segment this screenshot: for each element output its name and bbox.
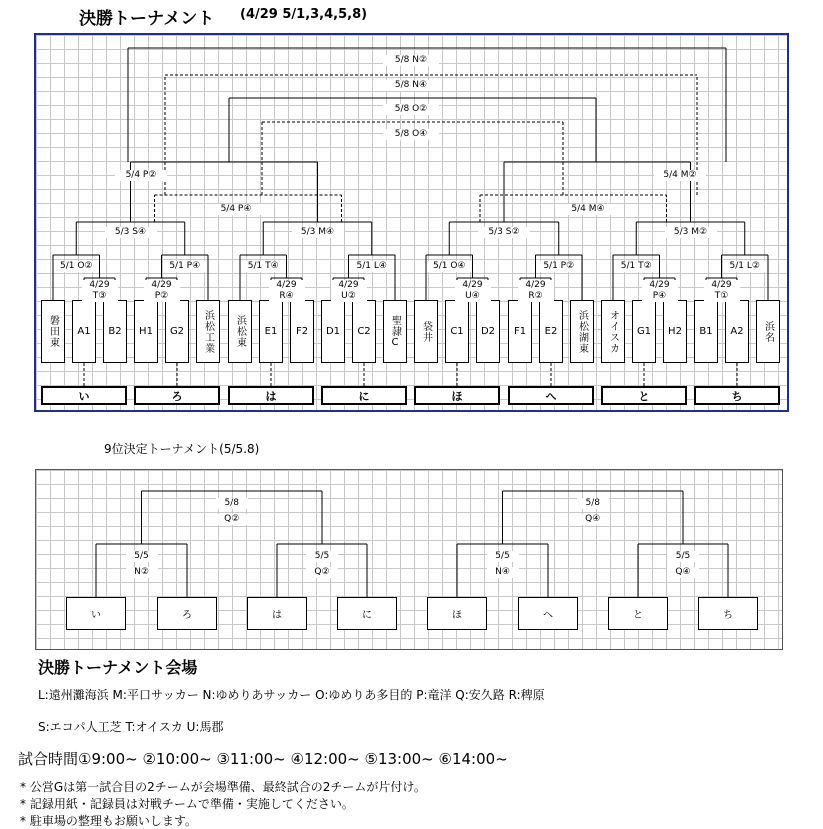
r0-venue: P④ [642,291,678,302]
ninth-team-label: へ [543,610,553,621]
r4-label: 5/8 N④ [383,80,439,91]
ninth-final-venue: Q④ [577,514,609,525]
r3-label: 5/4 P④ [210,204,262,215]
r1-label: 5/1 P② [537,261,581,272]
team-label: H2 [668,326,682,337]
r0-date: 4/29 [144,280,180,291]
r3-label: 5/4 P② [115,170,167,181]
ninth-semi-venue: Q④ [667,567,699,578]
r0-venue: R② [518,291,554,302]
team-label: 浜名 [762,320,774,343]
match-times: 試合時間①9:00~ ②10:00~ ③11:00~ ④12:00~ ⑤13:00~ ⑥14:00~ [18,750,508,768]
group-label: は [265,389,277,403]
team-label: F1 [513,326,527,337]
r0-date: 4/29 [269,280,305,291]
team-label: D1 [325,326,341,337]
group-label: に [358,389,370,403]
ninth-final-date: 5/8 [577,498,609,509]
team-label: G2 [169,326,185,337]
ninth-semi-date: 5/5 [667,551,699,562]
team-label: E1 [264,326,278,337]
ninth-final-date: 5/8 [216,498,248,509]
r4-label: 5/8 O② [383,104,439,115]
ninth-semi-venue: N② [126,567,158,578]
ninth-team-box [157,597,217,630]
ninth-team-box [698,597,758,630]
venue-title: 決勝トーナメント会場 [38,658,198,677]
ninth-team-label: ろ [182,610,192,621]
team-label: B1 [699,326,713,337]
team-label: C2 [357,326,371,337]
ninth-team-box [337,597,397,630]
team-label: 聖隷C [389,314,401,349]
r4-label: 5/8 O④ [383,129,439,140]
ninth-team-label: は [272,610,282,621]
page-title: 決勝トーナメント [79,9,215,29]
ninth-team-box [247,597,307,630]
group-label: ほ [451,389,463,403]
r0-date: 4/29 [455,280,491,291]
team-label: 浜松工業 [202,309,214,354]
ninth-team-box [608,597,668,630]
r2-label: 5/3 M④ [292,227,344,238]
team-label: C1 [450,326,464,337]
team-label: A2 [730,326,744,337]
team-label: オイスカ [607,309,619,354]
team-label: 浜松東 [234,315,246,348]
ninth-title: 9位決定トーナメント(5/5.8) [104,442,260,456]
team-label: F2 [295,326,309,337]
ninth-team-label: い [91,610,101,621]
r0-venue: T① [704,291,740,302]
ninth-team-label: に [362,610,372,621]
group-label: ち [731,389,743,403]
team-label: A1 [77,326,91,337]
r2-label: 5/3 M② [665,227,717,238]
group-label: と [638,389,650,403]
page-dates: (4/29 5/1,3,4,5,8) [240,7,368,22]
r1-label: 5/1 O② [54,261,98,272]
venue-list-1: L:遠州灘海浜 M:平口サッカー N:ゆめりあサッカー O:ゆめりあ多目的 P:竜洋 Q:安久路 R:稗原 [38,688,545,702]
r1-label: 5/1 P④ [163,261,207,272]
team-label: 袋井 [420,320,432,343]
r1-label: 5/1 T② [614,261,658,272]
r2-label: 5/3 S② [478,227,530,238]
ninth-team-label: と [633,610,643,621]
r1-label: 5/1 L④ [350,261,394,272]
r1-label: 5/1 T④ [241,261,285,272]
team-label: E2 [544,326,558,337]
ninth-final-venue: Q② [216,514,248,525]
r3-label: 5/4 M② [654,170,706,181]
note-1: * 公営Gは第一試合目の2チームが会場準備、最終試合の2チームが片付け。 [20,780,426,794]
group-label: い [78,389,90,403]
r0-venue: T③ [82,291,118,302]
r0-date: 4/29 [518,280,554,291]
team-label: 磐田東 [47,315,59,348]
r2-label: 5/3 S④ [105,227,157,238]
r0-date: 4/29 [704,280,740,291]
note-2: * 記録用紙・記録員は対戦チームで準備・実施してください。 [20,797,354,811]
ninth-team-box [66,597,126,630]
r4-label: 5/8 N② [383,55,439,66]
r0-date: 4/29 [331,280,367,291]
ninth-team-label: ほ [452,610,462,621]
r0-venue: U② [331,291,367,302]
r1-label: 5/1 O④ [427,261,471,272]
team-label: 浜松湖東 [576,309,588,354]
ninth-semi-venue: Q② [306,567,338,578]
r0-venue: U④ [455,291,491,302]
venue-list-2: S:エコパ人工芝 T:オイスカ U:馬郡 [38,720,224,734]
ninth-team-box [427,597,487,630]
team-label: D2 [480,326,496,337]
ninth-semi-date: 5/5 [126,551,158,562]
r0-venue: R④ [269,291,305,302]
r0-date: 4/29 [642,280,678,291]
ninth-semi-venue: N④ [487,567,519,578]
ninth-semi-date: 5/5 [487,551,519,562]
group-label: ろ [171,389,183,403]
r0-date: 4/29 [82,280,118,291]
r0-venue: P② [144,291,180,302]
group-label: へ [545,389,557,403]
r3-label: 5/4 M④ [562,204,614,215]
ninth-team-box [518,597,578,630]
team-label: H1 [139,326,153,337]
ninth-semi-date: 5/5 [306,551,338,562]
r1-label: 5/1 L② [723,261,767,272]
team-label: B2 [108,326,122,337]
note-3: * 駐車場の整理もお願いします。 [20,814,197,828]
ninth-team-label: ち [723,610,733,621]
team-label: G1 [636,326,652,337]
